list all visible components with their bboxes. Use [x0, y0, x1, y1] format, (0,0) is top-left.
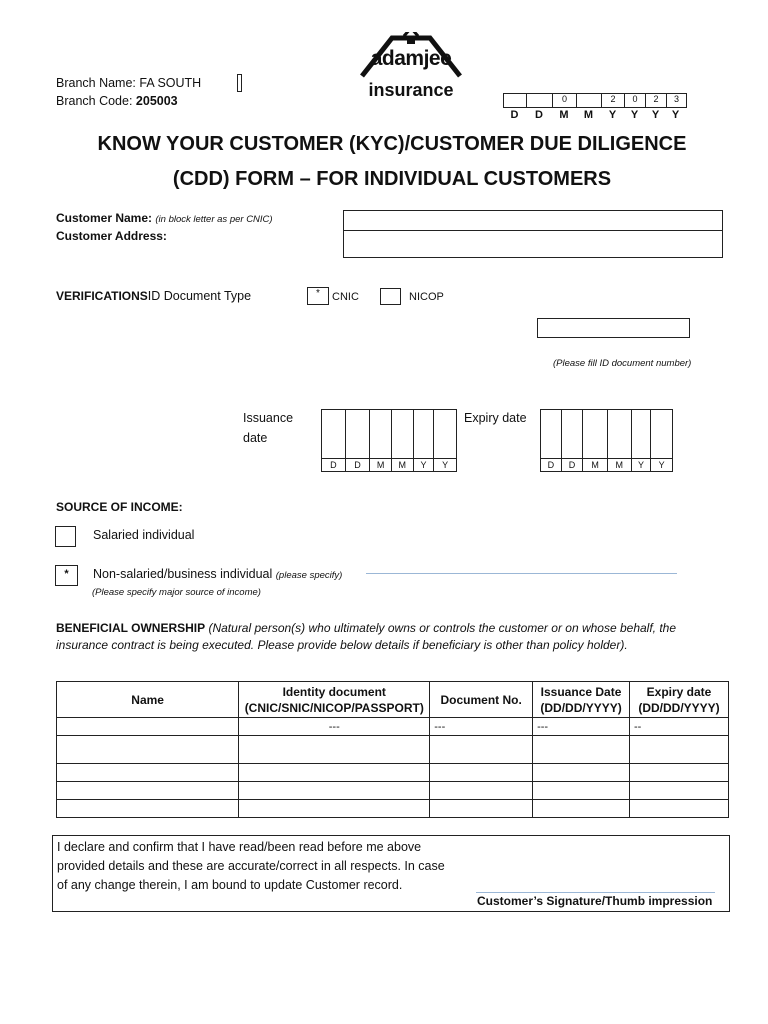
date-format-char: D	[535, 109, 543, 121]
date-cell-label: M	[370, 458, 391, 471]
date-format-char: Y	[671, 109, 680, 121]
date-cell-label: Y	[632, 458, 651, 471]
header-date-boxes	[503, 93, 687, 108]
table-cell[interactable]	[533, 764, 630, 782]
text-cursor-box[interactable]	[237, 74, 242, 92]
declaration-line: provided details and these are accurate/correct in all respects. In case	[57, 859, 445, 873]
issuance-label-line1: Issuance	[243, 411, 294, 425]
beneficial-ownership-description: (Natural person(s) who ultimately owns or controls the customer or on whose behalf, the insurance contract is being executed. Please provide below details if beneficiary is other than policy holder).	[56, 621, 677, 652]
company-logo	[352, 32, 470, 104]
header-date-format	[503, 109, 687, 121]
date-format-char: M	[559, 109, 569, 121]
date-cell-label: M	[392, 458, 413, 471]
customer-name-label: Customer Name:	[56, 211, 153, 225]
date-digit[interactable]: 0	[553, 94, 577, 107]
salaried-label: Salaried individual	[93, 528, 195, 542]
table-cell[interactable]	[57, 782, 239, 800]
date-cell-label: Y	[414, 458, 434, 471]
column-header-identity-document: Identity document (CNIC/SNIC/NICOP/PASSPORT)	[239, 682, 430, 718]
table-row	[57, 764, 729, 782]
table-cell[interactable]	[239, 736, 430, 764]
issuance-date-cell[interactable]	[370, 410, 392, 471]
issuance-date-boxes	[321, 409, 457, 472]
issuance-date-cell[interactable]	[392, 410, 414, 471]
nonsalaried-note: (please specify)	[275, 570, 343, 581]
table-cell[interactable]	[630, 782, 729, 800]
expiry-label: Expiry date	[464, 411, 527, 425]
logo-text-bottom: insurance	[368, 80, 454, 100]
date-cell-label: D	[562, 458, 583, 471]
major-source-note: (Please specify major source of income)	[92, 587, 261, 598]
branch-name-row	[56, 76, 201, 90]
expiry-date-cell[interactable]	[583, 410, 608, 471]
table-cell[interactable]: ---	[430, 718, 533, 736]
id-number-note: (Please fill ID document number)	[553, 358, 692, 369]
table-cell[interactable]	[630, 800, 729, 818]
table-cell[interactable]: ---	[239, 718, 430, 736]
column-header-document-no: Document No.	[430, 682, 533, 718]
column-header-issuance-date: Issuance Date (DD/DD/YYYY)	[533, 682, 630, 718]
table-cell[interactable]	[239, 782, 430, 800]
date-digit[interactable]	[527, 94, 553, 107]
issuance-label-line2: date	[243, 431, 268, 445]
table-cell[interactable]	[57, 736, 239, 764]
table-row	[57, 736, 729, 764]
signature-line[interactable]	[476, 892, 715, 893]
declaration-line: I declare and confirm that I have read/been read before me above	[57, 840, 422, 854]
date-format-char: Y	[630, 109, 639, 121]
table-cell[interactable]	[57, 718, 239, 736]
table-cell[interactable]	[239, 800, 430, 818]
table-cell[interactable]	[430, 764, 533, 782]
form-title-line2: (CDD) FORM – FOR INDIVIDUAL CUSTOMERS	[172, 168, 612, 190]
column-header-expiry-date: Expiry date (DD/DD/YYYY)	[630, 682, 729, 718]
declaration-box	[52, 835, 730, 912]
table-cell[interactable]	[630, 764, 729, 782]
expiry-date-cell[interactable]	[541, 410, 562, 471]
cnic-checkbox[interactable]: *	[307, 287, 329, 305]
branch-name-label: Branch Name:	[56, 76, 136, 90]
expiry-date-cell[interactable]	[562, 410, 584, 471]
date-digit[interactable]: 3	[673, 94, 679, 104]
customer-name-note: (in block letter as per CNIC)	[155, 214, 273, 225]
customer-name-label-row	[56, 211, 273, 225]
issuance-date-cell[interactable]	[322, 410, 346, 471]
branch-code-value: 205003	[135, 94, 178, 108]
customer-address-field[interactable]	[343, 230, 723, 258]
date-cell-label: Y	[651, 458, 672, 471]
table-row	[57, 718, 729, 736]
table-cell[interactable]	[533, 782, 630, 800]
expiry-date-boxes	[540, 409, 673, 472]
expiry-date-cell[interactable]	[608, 410, 632, 471]
date-format-char: Y	[651, 109, 660, 121]
nonsalaried-label: Non-salaried/business individual	[93, 567, 273, 581]
salaried-checkbox[interactable]	[55, 526, 76, 547]
verification-label: VERIFICATIONS	[56, 289, 148, 303]
date-cell-label: D	[346, 458, 370, 471]
date-digit[interactable]	[504, 94, 527, 107]
nicop-checkbox[interactable]	[380, 288, 401, 305]
customer-address-label: Customer Address:	[56, 229, 167, 243]
declaration-line: of any change therein, I am bound to update Customer record.	[57, 878, 403, 892]
date-cell-label: Y	[434, 458, 456, 471]
issuance-date-cell[interactable]	[414, 410, 435, 471]
date-format-char: M	[583, 109, 594, 121]
branch-code-row	[56, 94, 178, 108]
table-cell[interactable]	[533, 800, 630, 818]
table-cell[interactable]: --	[630, 718, 729, 736]
beneficial-ownership-paragraph	[56, 620, 726, 654]
table-row	[57, 800, 729, 818]
table-cell[interactable]	[239, 764, 430, 782]
beneficial-ownership-table	[56, 681, 729, 818]
customer-name-field[interactable]	[343, 210, 723, 231]
income-specify-line[interactable]	[366, 573, 677, 574]
declaration-text	[57, 838, 445, 895]
table-header-row	[57, 682, 729, 718]
table-cell[interactable]: ---	[533, 718, 630, 736]
date-digit[interactable]: 0	[625, 94, 646, 107]
branch-name-value: FA SOUTH	[139, 76, 202, 90]
date-format-char: Y	[608, 109, 617, 121]
form-title-line1: KNOW YOUR CUSTOMER (KYC)/CUSTOMER DUE DILIGENCE	[97, 133, 687, 155]
issuance-date-cell[interactable]	[346, 410, 371, 471]
date-digit[interactable]: 2	[646, 94, 667, 107]
column-header-name: Name	[57, 682, 239, 718]
table-row	[57, 782, 729, 800]
date-format-char: D	[510, 109, 519, 121]
source-of-income-heading: SOURCE OF INCOME:	[56, 500, 183, 514]
branch-code-label: Branch Code:	[56, 94, 133, 108]
nonsalaried-row	[93, 567, 342, 581]
date-digit[interactable]	[577, 94, 602, 107]
date-cell-label: M	[583, 458, 607, 471]
nicop-label: NICOP	[409, 291, 444, 303]
table-cell[interactable]	[533, 736, 630, 764]
id-number-field[interactable]	[537, 318, 690, 338]
date-cell-label: M	[608, 458, 631, 471]
beneficial-ownership-heading: BENEFICIAL OWNERSHIP	[56, 621, 206, 635]
date-digit[interactable]: 2	[602, 94, 625, 107]
expiry-date-cell[interactable]	[632, 410, 652, 471]
cnic-label: CNIC	[332, 291, 359, 303]
date-cell-label: D	[541, 458, 561, 471]
table-cell[interactable]	[430, 782, 533, 800]
issuance-date-cell[interactable]	[434, 410, 456, 471]
logo-text-top: adamjee	[370, 47, 452, 70]
table-cell[interactable]	[430, 736, 533, 764]
verification-row	[56, 289, 251, 303]
table-cell[interactable]	[57, 800, 239, 818]
date-cell-label: D	[322, 458, 345, 471]
id-document-type-label: ID Document Type	[147, 289, 252, 303]
expiry-date-cell[interactable]	[651, 410, 672, 471]
table-cell[interactable]	[430, 800, 533, 818]
table-cell[interactable]	[630, 736, 729, 764]
nonsalaried-checkbox[interactable]: *	[55, 565, 78, 586]
table-cell[interactable]	[57, 764, 239, 782]
signature-label: Customer’s Signature/Thumb impression	[477, 894, 713, 908]
